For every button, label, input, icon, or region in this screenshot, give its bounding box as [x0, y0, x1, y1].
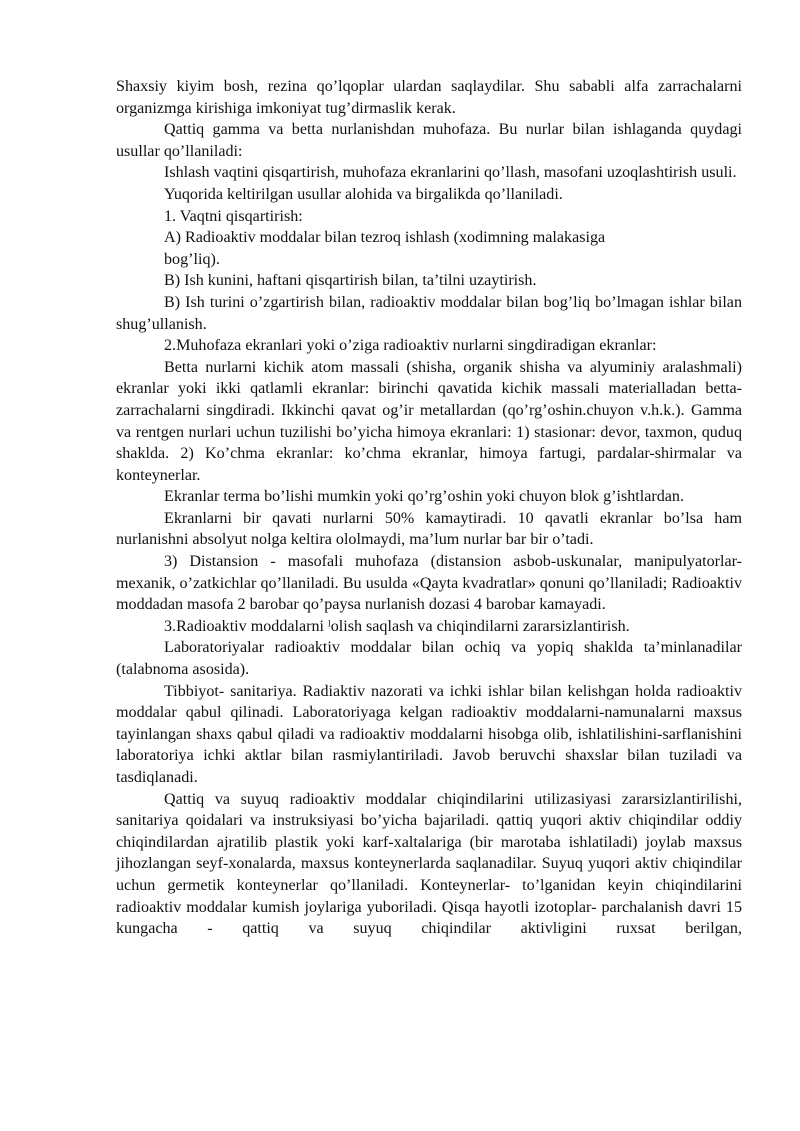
heading-time-reduction: 1. Vaqtni qisqartirish:: [164, 207, 303, 225]
paragraph-laboratory-supply: Laboratoriyalar radioaktiv moddalar bilan ochiq va yopiq shaklda ta’minlanadilar (talabnoma asosida).: [116, 639, 742, 679]
list-item-b-work-type: B) Ish turini o’zgartirish bilan, radioaktiv moddalar bilan bog’liq bo’lmagan ishlar bilan shug’ullanish.: [116, 293, 742, 333]
paragraph-personal-protection: Shaxsiy kiyim bosh, rezina qo’lqoplar ulardan saqlaydilar. Shu sababli alfa zarrachalarni organizmga kirishiga imkoniyat tug’dirmaslik kerak.: [116, 78, 742, 117]
paragraph-distance-protection: 3) Distansion - masofali muhofaza (distansion asbob-uskunalar, manipulyatorlar- mexanik, o’zatkichlar qo’llaniladi. Bu usulda «Qayta kvadratlar» qonuni qo’llaniladi; Radioaktiv moddadan masofa 2 barobar qo’paysa nurlanish dozasi 4 barobar kamayadi.: [116, 553, 742, 614]
heading-protective-screens: 2.Muhofaza ekranlari yoki o’ziga radioaktiv nurlarni singdiradigan ekranlar:: [164, 337, 657, 355]
paragraph-methods-list: Ishlash vaqtini qisqartirish, muhofaza ekranlarini qo’llash, masofani uzoqlashtirish usuli.: [164, 164, 737, 182]
paragraph-screen-types: Betta nurlarni kichik atom massali (shisha, organik shisha va alyuminiy aralashmali) ekranlar yoki ikki qatlamli ekranlar: birinchi qavatida kichik massali materialladan betta-zarrachalarni singdiradi. Ikkinchi qavat og’ir metallardan (qo’rg’oshin.chuyon v.h.k.). Gamma va rentgen nurlari uchun tuzilishi bo’yicha himoya ekranlari: 1) stasionar: devor, taxmon, quduq shaklda. 2) Ko’chma ekranlar: ko’chma ekranlar, himoya fartugi, pardalar-shirmalar va konteynerlar.: [116, 358, 742, 484]
list-item-a: A) Radioaktiv moddalar bilan tezroq ishlash (xodimning malakasiga: [164, 229, 606, 247]
list-item-b-workday: B) Ish kunini, haftani qisqartirish bilan, ta’tilni uzaytirish.: [164, 272, 537, 290]
paragraph-screen-materials: Ekranlar terma bo’lishi mumkin yoki qo’rg’oshin yoki chuyon blok g’ishtlardan.: [164, 488, 684, 506]
paragraph-sanitary-control: Tibbiyot- sanitariya. Radiaktiv nazorati va ichki ishlar bilan kelishgan holda radioaktiv moddalar qabul qilinadi. Laboratoriyaga kelgan radioaktiv moddalarni-namunalarni maxsus tayinlangan shaxs qabul qiladi va radioaktiv moddalarni hisobga olib, ishlatilishini-sarflanishini laboratoriya ichki aktlar bilan rasmiylantiriladi. Javob beruvchi shaxslar bilan tuziladi va tasdiqlanadi.: [116, 682, 742, 786]
document-page: [116, 76, 742, 940]
heading-storage-waste: 3.Radioaktiv moddalarni ˡolish saqlash va chiqindilarni zararsizlantirish.: [164, 617, 630, 635]
list-item-a-continued: bog’liq).: [164, 250, 220, 268]
paragraph-waste-disposal: Qattiq va suyuq radioaktiv moddalar chiqindilarini utilizasiyasi zararsizlantirilishi, sanitariya qoidalari va instruksiyasi bo’yicha bajariladi. qattiq yuqori aktiv chiqindilar oddiy chiqindilardan ajratilib plastik yoki karf-xaltalariga (bir marotaba ishlatiladi) joylab maxsus jihozlangan seyf-xonalarda, maxsus konteynerlarda saqlanadilar. Suyuq yuqori aktiv chiqindilar uchun germetik konteynerlar qo’llaniladi. Konteynerlar- to’lganidan keyin chiqindilarini radioaktiv moddalar kumish joylariga yuboriladi. Qisqa hayotli izotoplar- parchalanish davri 15 kungacha - qattiq va suyuq chiqindilar aktivligini ruxsat berilgan,: [116, 790, 742, 938]
paragraph-methods-usage: Yuqorida keltirilgan usullar alohida va birgalikda qo’llaniladi.: [164, 185, 563, 203]
paragraph-screen-efficiency: Ekranlarni bir qavati nurlarni 50% kamaytiradi. 10 qavatli ekranlar bo’lsa ham nurlanishni absolyut nolga keltira ololmaydi, ma’lum nurlar bar bir o’tadi.: [116, 509, 742, 549]
paragraph-gamma-beta-protection: Qattiq gamma va betta nurlanishdan muhofaza. Bu nurlar bilan ishlaganda quydagi usullar qo’llaniladi:: [116, 121, 742, 160]
